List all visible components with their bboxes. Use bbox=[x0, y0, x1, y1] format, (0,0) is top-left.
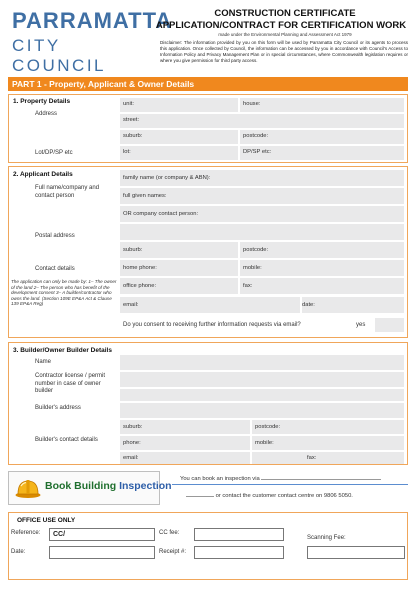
builder-postcode-label: postcode: bbox=[255, 424, 281, 430]
receipt-field[interactable] bbox=[194, 546, 284, 559]
postcode-label: postcode: bbox=[243, 133, 269, 139]
part1-title: PART 1 - Property, Applicant & Owner Details bbox=[8, 77, 408, 91]
builder-contact-label: Builder's contact details bbox=[35, 437, 98, 443]
street-field[interactable] bbox=[120, 114, 404, 128]
builder-postcode-field[interactable] bbox=[252, 420, 404, 434]
scanning-fee-label: Scanning Fee: bbox=[307, 535, 346, 541]
home-phone-label: home phone: bbox=[123, 265, 157, 271]
builder-suburb-field[interactable] bbox=[120, 420, 250, 434]
date-label: date: bbox=[302, 302, 315, 308]
builder-mobile-field[interactable] bbox=[252, 436, 404, 450]
dpsp-label: DP/SP etc: bbox=[243, 149, 272, 155]
reference-field[interactable] bbox=[49, 528, 155, 541]
reference-label: Reference: bbox=[11, 530, 41, 536]
house-label: house: bbox=[243, 101, 261, 107]
office-phone-field[interactable] bbox=[120, 278, 238, 294]
book-inspection-text bbox=[45, 480, 172, 492]
builder-suburb-label: suburb: bbox=[123, 424, 143, 430]
company-contact-label: OR company contact person: bbox=[123, 211, 199, 217]
company-contact-field[interactable] bbox=[120, 206, 404, 222]
fax-field[interactable] bbox=[240, 278, 404, 294]
book-building-text: Book Building bbox=[45, 480, 117, 492]
email-label: email: bbox=[123, 302, 139, 308]
applicant-note: The application can only be made by: 1– The owner of the land 2– The person who has benefit of the development consent 3– A builder/contractor who owns the land. (Section 109E EP&A Act & Clause 139 EP&A Reg) bbox=[11, 279, 117, 307]
office-phone-label: office phone: bbox=[123, 283, 157, 289]
logo-line2: CITY COUNCIL bbox=[12, 36, 107, 75]
postal-postcode-label: postcode: bbox=[243, 247, 269, 253]
given-names-label: full given names: bbox=[123, 193, 167, 199]
email-field[interactable] bbox=[120, 297, 300, 313]
postal-suburb-field[interactable] bbox=[120, 242, 238, 258]
made-under-text: made under the Environmental Planning and Assessment Act 1979 bbox=[218, 32, 352, 37]
postal-address-field[interactable] bbox=[120, 224, 404, 240]
booking-line1 bbox=[180, 473, 381, 482]
office-use-section bbox=[8, 512, 408, 580]
booking-line2 bbox=[186, 490, 353, 499]
license-field-2[interactable] bbox=[120, 389, 404, 401]
form-title-line1: CONSTRUCTION CERTIFICATE bbox=[214, 8, 356, 19]
builder-mobile-label: mobile: bbox=[255, 440, 274, 446]
builder-address-label: Builder's address bbox=[35, 405, 81, 411]
booking-line1-text: You can book an inspection via bbox=[180, 476, 260, 482]
builder-phone-label: phone: bbox=[123, 440, 141, 446]
disclaimer-text: Disclaimer: The information provided by you on this form will be used by Parramatta City Council or its agents to process this application. Once collected by Council, the information can be accessed by you in accordance with Council's Access to Information Policy and Privacy Management Plan or in special circumstances, where Commonwealth legislation requires or where you give permission for third party access. bbox=[160, 40, 408, 63]
inspection-text: Inspection bbox=[119, 480, 172, 492]
reference-value: CC/ bbox=[53, 531, 66, 538]
scanning-fee-field[interactable] bbox=[307, 546, 405, 559]
form-title-line2: APPLICATION/CONTRACT FOR CERTIFICATION WORK bbox=[155, 20, 407, 31]
mobile-field[interactable] bbox=[240, 260, 404, 276]
booking-blank-2[interactable] bbox=[186, 490, 214, 497]
book-inspection-logo[interactable] bbox=[8, 471, 172, 505]
license-label: Contractor license / permit number in case of owner builder bbox=[35, 373, 106, 394]
street-label: street: bbox=[123, 117, 140, 123]
builder-name-label: Name bbox=[35, 359, 52, 365]
postal-suburb-label: suburb: bbox=[123, 247, 143, 253]
license-field[interactable] bbox=[120, 372, 404, 387]
unit-label: unit: bbox=[123, 101, 134, 107]
lot-field[interactable] bbox=[120, 146, 238, 160]
builder-fax-field[interactable] bbox=[252, 452, 404, 464]
email-consent-question: Do you consent to receiving further information requests via email? bbox=[123, 322, 301, 328]
builder-section bbox=[8, 342, 408, 465]
family-name-field[interactable] bbox=[120, 170, 404, 186]
email-consent-yes-label: yes bbox=[356, 322, 366, 328]
builder-section-title: 3. Builder/Owner Builder Details bbox=[13, 347, 112, 354]
fax-label: fax: bbox=[243, 283, 253, 289]
builder-address-field[interactable] bbox=[120, 403, 404, 418]
council-logo bbox=[12, 8, 173, 75]
office-date-field[interactable] bbox=[49, 546, 155, 559]
builder-email-label: email: bbox=[123, 455, 139, 461]
postcode-field[interactable] bbox=[240, 130, 404, 144]
applicant-section-title: 2. Applicant Details bbox=[13, 171, 73, 178]
property-section bbox=[8, 94, 408, 163]
applicant-section bbox=[8, 166, 408, 338]
office-use-title: OFFICE USE ONLY bbox=[17, 517, 76, 524]
receipt-label: Receipt #: bbox=[159, 549, 187, 555]
builder-fax-label: fax: bbox=[307, 455, 317, 461]
mobile-label: mobile: bbox=[243, 265, 262, 271]
booking-url-line-2 bbox=[172, 484, 408, 485]
builder-name-field[interactable] bbox=[120, 355, 404, 370]
suburb-label: suburb: bbox=[123, 133, 143, 139]
suburb-field[interactable] bbox=[120, 130, 238, 144]
builder-phone-field[interactable] bbox=[120, 436, 250, 450]
hard-hat-icon bbox=[15, 477, 41, 499]
date-field[interactable] bbox=[302, 297, 404, 313]
address-label: Address bbox=[35, 111, 58, 117]
email-consent-yes-box[interactable] bbox=[375, 318, 404, 332]
logo-line1: PARRAMATTA bbox=[12, 8, 173, 33]
cc-fee-field[interactable] bbox=[194, 528, 284, 541]
date-label-office: Date: bbox=[11, 549, 26, 555]
booking-line2-text: or contact the customer contact centre on 9806 5050. bbox=[215, 493, 353, 499]
builder-email-field[interactable] bbox=[120, 452, 250, 464]
given-names-field[interactable] bbox=[120, 188, 404, 204]
property-section-title: 1. Property Details bbox=[13, 98, 71, 105]
dpsp-field[interactable] bbox=[240, 146, 404, 160]
booking-url-blank[interactable] bbox=[261, 473, 381, 480]
home-phone-field[interactable] bbox=[120, 260, 238, 276]
unit-field[interactable] bbox=[120, 98, 238, 112]
postal-postcode-field[interactable] bbox=[240, 242, 404, 258]
family-name-label: family name (or company & ABN): bbox=[123, 175, 211, 181]
name-label: Full name/company and contact person bbox=[35, 185, 100, 199]
house-field[interactable] bbox=[240, 98, 404, 112]
contact-details-label: Contact details bbox=[35, 266, 75, 272]
lot-field-label: lot: bbox=[123, 149, 131, 155]
cc-fee-label: CC fee: bbox=[159, 530, 180, 536]
lot-label: Lot/DP/SP etc bbox=[35, 150, 73, 156]
postal-address-label: Postal address bbox=[35, 233, 75, 239]
